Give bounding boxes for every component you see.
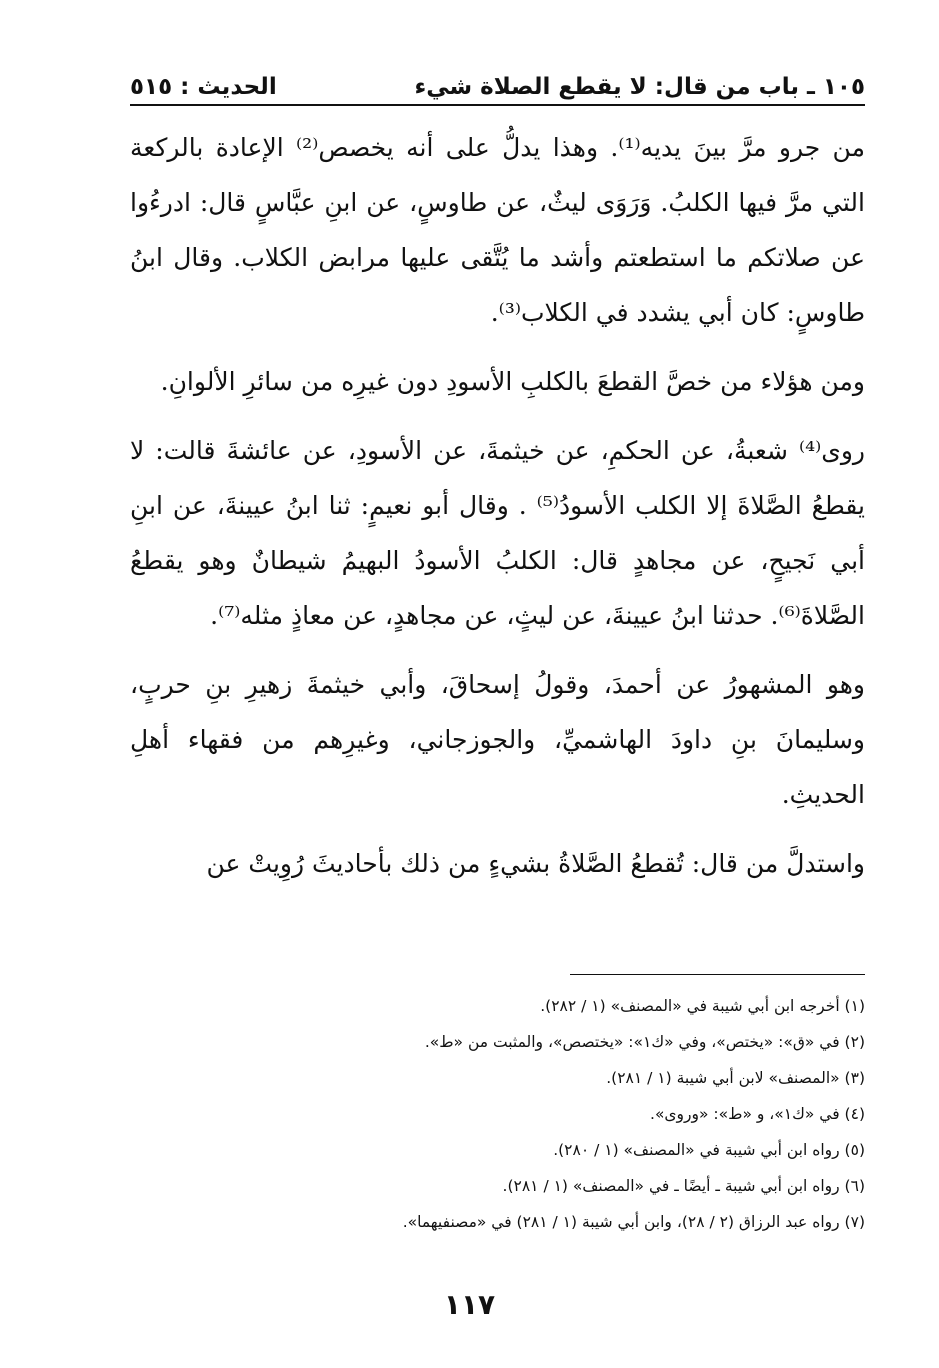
footnote-divider bbox=[570, 974, 865, 975]
footnote: (٣) «المصنف» لابن أبي شيبة (١ / ٢٨١). bbox=[606, 1069, 865, 1087]
paragraph: وهو المشهورُ عن أحمدَ، وقولُ إسحاقَ، وأبي خيثمةَ زهيرِ بنِ حربٍ، وسليمانَ بنِ داودَ الهاشميِّ، والجوزجاني، وغيرِهم من فقهاء أهلِ الحديثِ. bbox=[130, 670, 865, 809]
running-header bbox=[130, 66, 865, 106]
footnote: (٦) رواه ابن أبي شيبة ـ أيضًا ـ في «المصنف» (١ / ٢٨١). bbox=[502, 1177, 865, 1195]
main-text bbox=[130, 120, 865, 905]
footnote: (٧) رواه عبد الرزاق (٢ / ٢٨)، وابن أبي شيبة (١ / ٢٨١) في «مصنفيهما». bbox=[402, 1213, 865, 1231]
header-divider bbox=[130, 104, 865, 106]
footnote: (٤) في «ك١»، و «ط»: «وروى». bbox=[650, 1105, 865, 1123]
paragraph: واستدلَّ من قال: تُقطعُ الصَّلاةُ بشيءٍ من ذلك بأحاديثَ رُوِيتْ عن bbox=[206, 849, 865, 878]
footnote: (٢) في «ق»: «يختص»، وفي «ك١»: «يختصص»، والمثبت من «ط». bbox=[424, 1033, 865, 1051]
paragraph: ومن هؤلاء من خصَّ القطعَ بالكلبِ الأسودِ دون غيرِه من سائرِ الألوانِ. bbox=[160, 367, 865, 396]
chapter-title: ١٠٥ ـ باب من قال: لا يقطع الصلاة شيء bbox=[414, 74, 865, 100]
hadith-number: الحديث : ٥١٥ bbox=[130, 74, 277, 100]
footnotes-list bbox=[130, 988, 865, 1240]
footnote: (٥) رواه ابن أبي شيبة في «المصنف» (١ / ٢٨٠). bbox=[553, 1141, 865, 1159]
paragraph: روى⁽⁴⁾ شعبةُ، عن الحكمِ، عن خيثمةَ، عن الأسودِ، عن عائشةَ قالت: لا يقطعُ الصَّلاةَ إلا الكلب الأسودُ⁽⁵⁾ . وقال أبو نعيمٍ: ثنا ابنُ عيينةَ، عن ابنِ أبي نَجيحٍ، عن مجاهدٍ قال: الكلبُ الأسودُ البهيمُ شيطانٌ وهو يقطعُ الصَّلاةَ⁽⁶⁾. حدثنا ابنُ عيينةَ، عن ليثٍ، عن مجاهدٍ، عن معاذٍ مثله⁽⁷⁾. bbox=[130, 436, 865, 630]
page-number: ١١٧ bbox=[443, 1288, 496, 1321]
footnote: (١) أخرجه ابن أبي شيبة في «المصنف» (١ / ٢٨٢). bbox=[540, 997, 865, 1015]
paragraph: من جرو مرَّ بينَ يديه⁽¹⁾. وهذا يدلُّ على أنه يخصص⁽²⁾ الإعادة بالركعة التي مرَّ فيها الكلبُ. وَرَوَى ليثٌ، عن طاوسٍ، عن ابنِ عبَّاسٍ قال: ادرءُوا عن صلاتكم ما استطعتم وأشد ما يُتَّقى عليها مرابض الكلاب. وقال ابنُ طاوسٍ: كان أبي يشدد في الكلاب⁽³⁾. bbox=[130, 133, 865, 327]
